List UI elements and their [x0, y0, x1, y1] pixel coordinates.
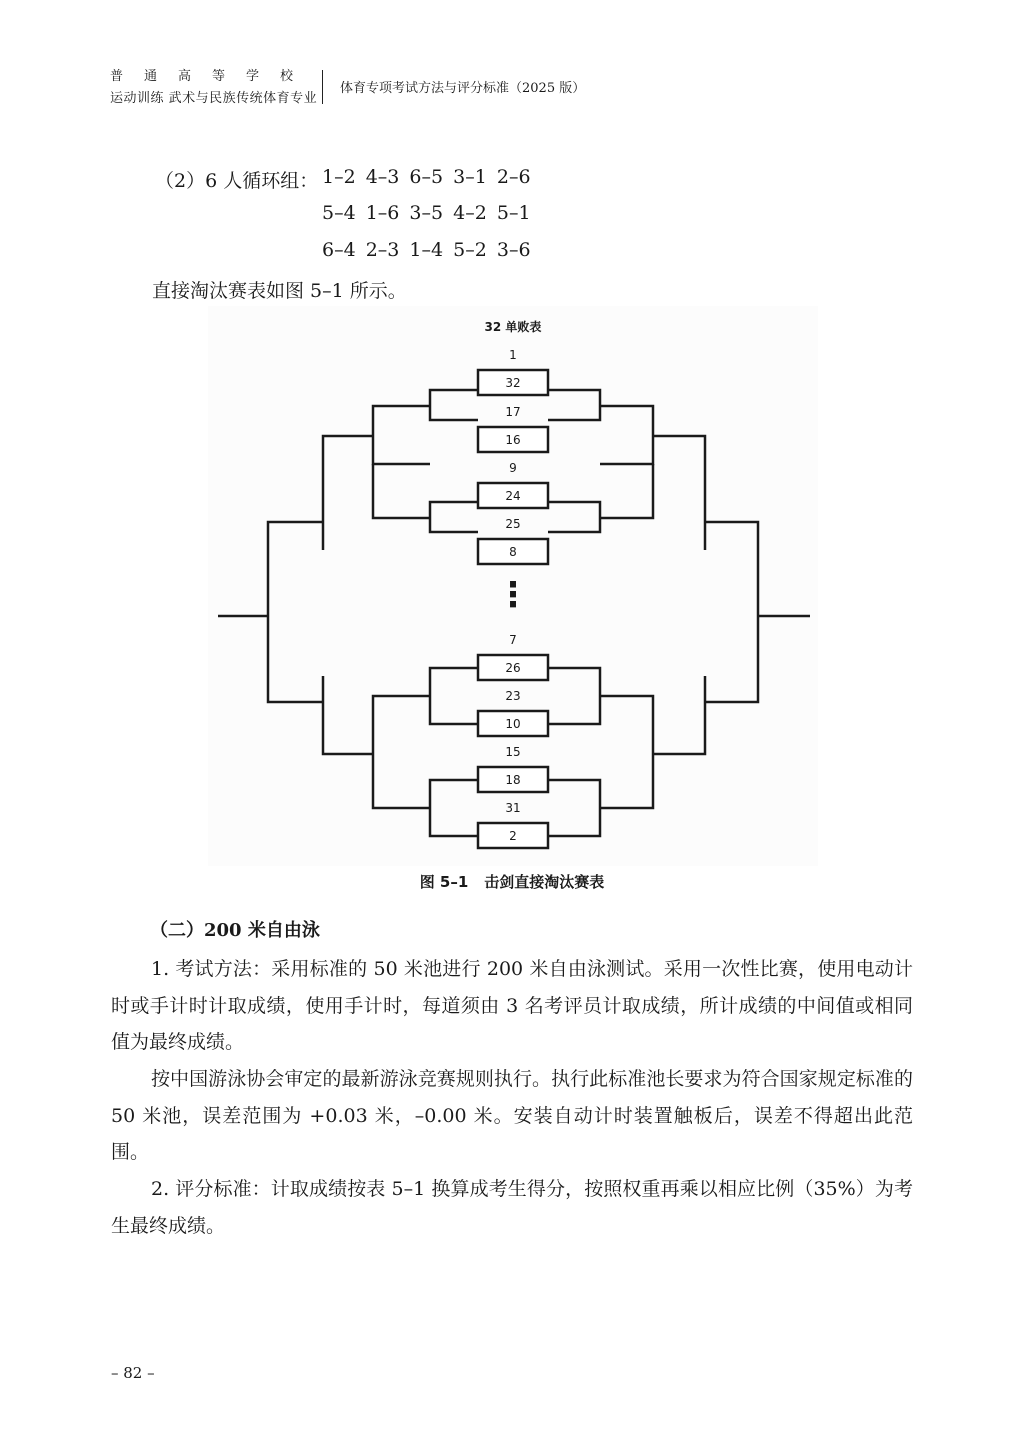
seed-box-label: 2: [509, 829, 517, 843]
seed-box-label: 16: [505, 433, 521, 447]
bracket-connector: [600, 696, 653, 754]
bracket-connector: [430, 780, 478, 836]
bracket-connector: [653, 436, 705, 550]
bracket-connector: [268, 522, 323, 616]
page-number: – 82 –: [111, 1364, 155, 1382]
bracket-connector: [705, 616, 758, 702]
round-robin-row-1: 1–2 4–3 6–5 3–1 2–6: [322, 166, 531, 188]
bracket-ellipsis: ⋮: [496, 575, 530, 615]
figure-caption: [0, 871, 1024, 892]
bracket-intro-text: 直接淘汰赛表如图 5–1 所示。: [152, 280, 407, 302]
header-document-title: 体育专项考试方法与评分标准（2025 版）: [340, 81, 586, 96]
bracket-connector: [548, 780, 600, 836]
seed-box-label: 26: [505, 661, 521, 675]
bracket-connector: [600, 464, 653, 518]
seed-box-label: 32: [505, 376, 521, 390]
bracket-connector: [430, 502, 478, 532]
seed-outer-label: 7: [509, 633, 517, 647]
seed-box-label: 10: [505, 717, 521, 731]
seed-outer-label: 1: [509, 348, 517, 362]
bracket-connector: [548, 668, 600, 724]
round-robin-row-2: 5–4 1–6 3–5 4–2 5–1: [322, 202, 531, 224]
seed-outer-label: 31: [505, 801, 521, 815]
round-robin-row-3: 6–4 2–3 1–4 5–2 3–6: [322, 239, 531, 261]
bracket-connector: [548, 390, 600, 420]
running-header-left: [110, 66, 317, 110]
header-major-title: 运动训练 武术与民族传统体育专业: [110, 91, 318, 106]
bracket-connector: [548, 502, 600, 532]
bracket-connector: [373, 754, 430, 808]
bracket-connector: [600, 406, 653, 464]
header-divider: [322, 70, 323, 104]
bracket-title: 32 单败表: [484, 320, 542, 334]
bracket-connector: [705, 522, 758, 616]
seed-outer-label: 9: [509, 461, 517, 475]
seed-outer-label: 15: [505, 745, 521, 759]
bracket-connector: [268, 616, 323, 702]
paragraph-scoring-standard: 2. 评分标准：计取成绩按表 5–1 换算成考生得分，按照权重再乘以相应比例（35%）为考生最终成绩。: [111, 1178, 913, 1237]
bracket-connector: [323, 676, 373, 754]
figure-caption-text: 击剑直接淘汰赛表: [484, 873, 605, 891]
bracket-connector: [373, 464, 430, 518]
figure-caption-number: 图 5–1: [419, 873, 469, 891]
seed-outer-label: 23: [505, 689, 521, 703]
bracket-connector: [653, 676, 705, 754]
paragraph-test-method: 1. 考试方法：采用标准的 50 米池进行 200 米自由泳测试。采用一次性比赛，使用电动计时或手计时计取成绩，使用手计时，每道须由 3 名考评员计取成绩，所计成绩的中间值或相同值为最终成绩。: [111, 958, 913, 1053]
bracket-connector: [430, 390, 478, 420]
seed-labels: [485, 319, 542, 843]
bracket-connector: [323, 436, 373, 550]
bracket-connector: [600, 754, 653, 808]
seed-box-label: 18: [505, 773, 521, 787]
header-school-title: 普通高等学校: [110, 69, 315, 84]
bracket-connector: [430, 668, 478, 724]
bracket-connector: [373, 406, 430, 464]
seed-outer-label: 25: [505, 517, 521, 531]
seed-outer-label: 17: [505, 405, 521, 419]
paragraph-pool-rules: 按中国游泳协会审定的最新游泳竞赛规则执行。执行此标准池长要求为符合国家规定标准的 50 米池，误差范围为 +0.03 米，–0.00 米。安装自动计时装置触板后，误差不得超出此范围。: [111, 1068, 913, 1163]
round-robin-label: （2）6 人循环组：: [155, 170, 319, 192]
seed-box-label: 8: [509, 545, 517, 559]
bracket-connector: [373, 696, 430, 754]
section-heading: （二）200 米自由泳: [150, 920, 320, 941]
elimination-bracket-figure: [208, 306, 818, 866]
bracket-diagram: [208, 306, 818, 866]
seed-box-label: 24: [505, 489, 521, 503]
